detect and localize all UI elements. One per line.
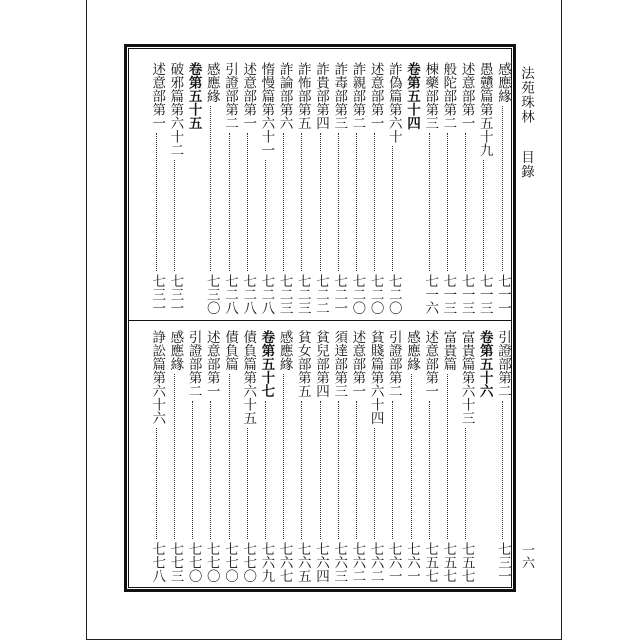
- entry-title: 述意部第一: [203, 330, 220, 398]
- entry-page-number: 七六二: [367, 541, 384, 582]
- toc-entry: [385, 62, 403, 314]
- entry-title: 須達部第三: [331, 330, 348, 398]
- entry-page-number: 七六二: [349, 541, 366, 582]
- entry-title: 破邪篇第六十二: [167, 62, 184, 157]
- entry-title: 詐親部第二: [349, 62, 366, 130]
- toc-entry: [385, 330, 403, 582]
- dot-leader: [320, 401, 323, 539]
- volume-heading: 卷第五十七: [258, 330, 275, 398]
- entry-title: 愚戇篇第五十九: [476, 62, 493, 157]
- dot-leader: [429, 133, 432, 271]
- dot-leader: [210, 401, 213, 539]
- dot-leader: [465, 428, 468, 539]
- entry-page-number: 七六九: [258, 541, 275, 582]
- toc-entry: [439, 330, 457, 582]
- entry-page-number: 七六五: [294, 541, 311, 582]
- entry-page-number: 七五七: [440, 541, 457, 582]
- dot-leader: [374, 428, 377, 539]
- entry-title: 引證部第二: [495, 330, 511, 398]
- book-title: 法苑珠林: [518, 66, 534, 124]
- toc-entry: [185, 330, 203, 582]
- entry-title: 債負篇: [222, 330, 238, 371]
- entry-page-number: 七一一: [495, 273, 511, 314]
- toc-entry: [148, 62, 166, 314]
- entry-title: 貧賤篇第六十四: [367, 330, 384, 425]
- entry-title: 感應緣: [203, 62, 220, 103]
- entry-title: 感應緣: [276, 330, 293, 371]
- dot-leader: [192, 401, 195, 539]
- dot-leader: [502, 401, 505, 539]
- toc-entry: [276, 330, 294, 582]
- entry-title: 述意部第一: [458, 62, 475, 130]
- entry-title: 述意部第一: [367, 62, 384, 130]
- entry-page-number: 七一三: [458, 273, 475, 314]
- dot-leader: [265, 160, 268, 271]
- dot-leader: [156, 428, 159, 539]
- entry-page-number: 七二八: [240, 273, 257, 314]
- toc-entry: [166, 62, 184, 314]
- entry-page-number: 七七〇: [203, 541, 220, 582]
- toc-entry: [239, 62, 257, 314]
- section-title: 目錄: [518, 150, 534, 179]
- toc-entry: [421, 330, 439, 582]
- entry-page-number: 七三〇: [203, 273, 220, 314]
- toc-entry: [294, 62, 312, 314]
- entry-page-number: 七二一: [331, 273, 348, 314]
- dot-leader: [247, 133, 250, 271]
- dot-leader: [210, 106, 213, 271]
- entry-page-number: 七二〇: [385, 273, 402, 314]
- entry-page-number: 七二三: [294, 273, 311, 314]
- entry-title: 詐怖部第五: [294, 62, 311, 130]
- toc-entry: [221, 62, 239, 314]
- toc-entry: [330, 330, 348, 582]
- toc-entry: [294, 330, 312, 582]
- entry-title: 詐貴部第四: [313, 62, 329, 130]
- entry-page-number: 七三一: [495, 541, 511, 582]
- entry-title: 感應緣: [404, 330, 420, 371]
- entry-page-number: 七六一: [404, 541, 420, 582]
- dot-leader: [247, 428, 250, 539]
- entry-page-number: 七一六: [422, 273, 439, 314]
- toc-entry: [330, 62, 348, 314]
- entry-page-number: 七二〇: [367, 273, 384, 314]
- toc-entry: [403, 330, 421, 582]
- toc-entry: [148, 330, 166, 582]
- entry-title: 述意部第一: [149, 62, 166, 130]
- entry-page-number: 七二八: [222, 273, 238, 314]
- entry-page-number: 七六一: [385, 541, 402, 582]
- toc-entry: [439, 62, 457, 314]
- entry-page-number: 七二〇: [349, 273, 366, 314]
- dot-leader: [338, 401, 341, 539]
- toc-entry: [185, 62, 203, 314]
- dot-leader: [356, 401, 359, 539]
- dot-leader: [174, 160, 177, 271]
- dot-leader: [320, 133, 323, 271]
- entry-page-number: 七七〇: [240, 541, 257, 582]
- entry-page-number: 七一三: [476, 273, 493, 314]
- dot-leader: [283, 133, 286, 271]
- dot-leader: [301, 401, 304, 539]
- entry-page-number: 七二二: [313, 273, 329, 314]
- toc-entry: [348, 330, 366, 582]
- entry-page-number: 七三一: [167, 273, 184, 314]
- toc-entry: [203, 330, 221, 582]
- volume-heading: 卷第五十五: [185, 62, 202, 130]
- volume-heading: 卷第五十六: [476, 330, 493, 398]
- margin-header: [518, 66, 536, 179]
- entry-title: 詐論部第六: [276, 62, 293, 130]
- toc-entry: [494, 330, 512, 582]
- dot-leader: [483, 160, 486, 271]
- dot-leader: [301, 133, 304, 271]
- entry-title: 債負篇第六十五: [240, 330, 257, 425]
- entry-page-number: 七五七: [458, 541, 475, 582]
- entry-title: 般陀部第二: [440, 62, 457, 130]
- entry-page-number: 七七〇: [185, 541, 202, 582]
- dot-leader: [229, 133, 232, 271]
- toc-entry: [367, 62, 385, 314]
- entry-title: 惰慢篇第六十一: [258, 62, 275, 157]
- entry-title: 引證部第二: [185, 330, 202, 398]
- entry-title: 棟藥部第三: [422, 62, 439, 130]
- entry-title: 述意部第一: [349, 330, 366, 398]
- entry-page-number: 七六四: [313, 541, 329, 582]
- entry-page-number: 七一三: [440, 273, 457, 314]
- dot-leader: [283, 374, 286, 539]
- toc-entry: [312, 330, 330, 582]
- entry-page-number: 七七三: [167, 541, 184, 582]
- toc-entry: [166, 330, 184, 582]
- entry-title: 引證部第二: [222, 62, 238, 130]
- page-number: 一六: [519, 543, 534, 569]
- dot-leader: [229, 374, 232, 539]
- entry-title: 富貴篇: [440, 330, 457, 371]
- entry-title: 貧兒部第四: [313, 330, 329, 398]
- toc-entry: [276, 62, 294, 314]
- toc-entry: [348, 62, 366, 314]
- dot-leader: [374, 133, 377, 271]
- dot-leader: [156, 133, 159, 271]
- dot-leader: [429, 401, 432, 539]
- dot-leader: [392, 146, 395, 271]
- entry-page-number: 七二三: [276, 273, 293, 314]
- entry-title: 諍訟篇第六十六: [149, 330, 166, 425]
- entry-title: 述意部第一: [240, 62, 257, 130]
- toc-entry: [367, 330, 385, 582]
- dot-leader: [392, 401, 395, 539]
- dot-leader: [265, 401, 268, 539]
- entry-title: 貧女部第五: [294, 330, 311, 398]
- entry-page-number: 七七〇: [222, 541, 238, 582]
- dot-leader: [356, 133, 359, 271]
- entry-title: 感應緣: [167, 330, 184, 371]
- toc-entry: [476, 62, 494, 314]
- toc-entry: [257, 62, 275, 314]
- toc-entry: [494, 62, 512, 314]
- toc-entry: [257, 330, 275, 582]
- toc-entry: [203, 62, 221, 314]
- dot-leader: [447, 133, 450, 271]
- middle-rule: [128, 320, 512, 321]
- entry-title: 述意部第一: [422, 330, 439, 398]
- entry-title: 詐偽篇第六十: [385, 62, 402, 143]
- toc-entry: [221, 330, 239, 582]
- entry-title: 富貴篇第六十三: [458, 330, 475, 425]
- entry-page-number: 七六三: [331, 541, 348, 582]
- toc-entry: [458, 330, 476, 582]
- entry-page-number: 七六七: [276, 541, 293, 582]
- dot-leader: [447, 374, 450, 539]
- volume-heading: 卷第五十四: [404, 62, 420, 130]
- entry-page-number: 七三一: [149, 273, 166, 314]
- dot-leader: [502, 106, 505, 271]
- dot-leader: [411, 374, 414, 539]
- toc-entry: [403, 62, 421, 314]
- toc-entry: [476, 330, 494, 582]
- entry-title: 感應緣: [495, 62, 511, 103]
- dot-leader: [338, 133, 341, 271]
- entry-page-number: 七七八: [149, 541, 166, 582]
- entry-title: 引證部第二: [385, 330, 402, 398]
- entry-page-number: 七五七: [422, 541, 439, 582]
- entry-title: 詐毒部第三: [331, 62, 348, 130]
- toc-entry: [239, 330, 257, 582]
- entry-page-number: 七二八: [258, 273, 275, 314]
- dot-leader: [174, 374, 177, 539]
- dot-leader: [465, 133, 468, 271]
- toc-entry: [312, 62, 330, 314]
- toc-entry: [458, 62, 476, 314]
- toc-entry: [421, 62, 439, 314]
